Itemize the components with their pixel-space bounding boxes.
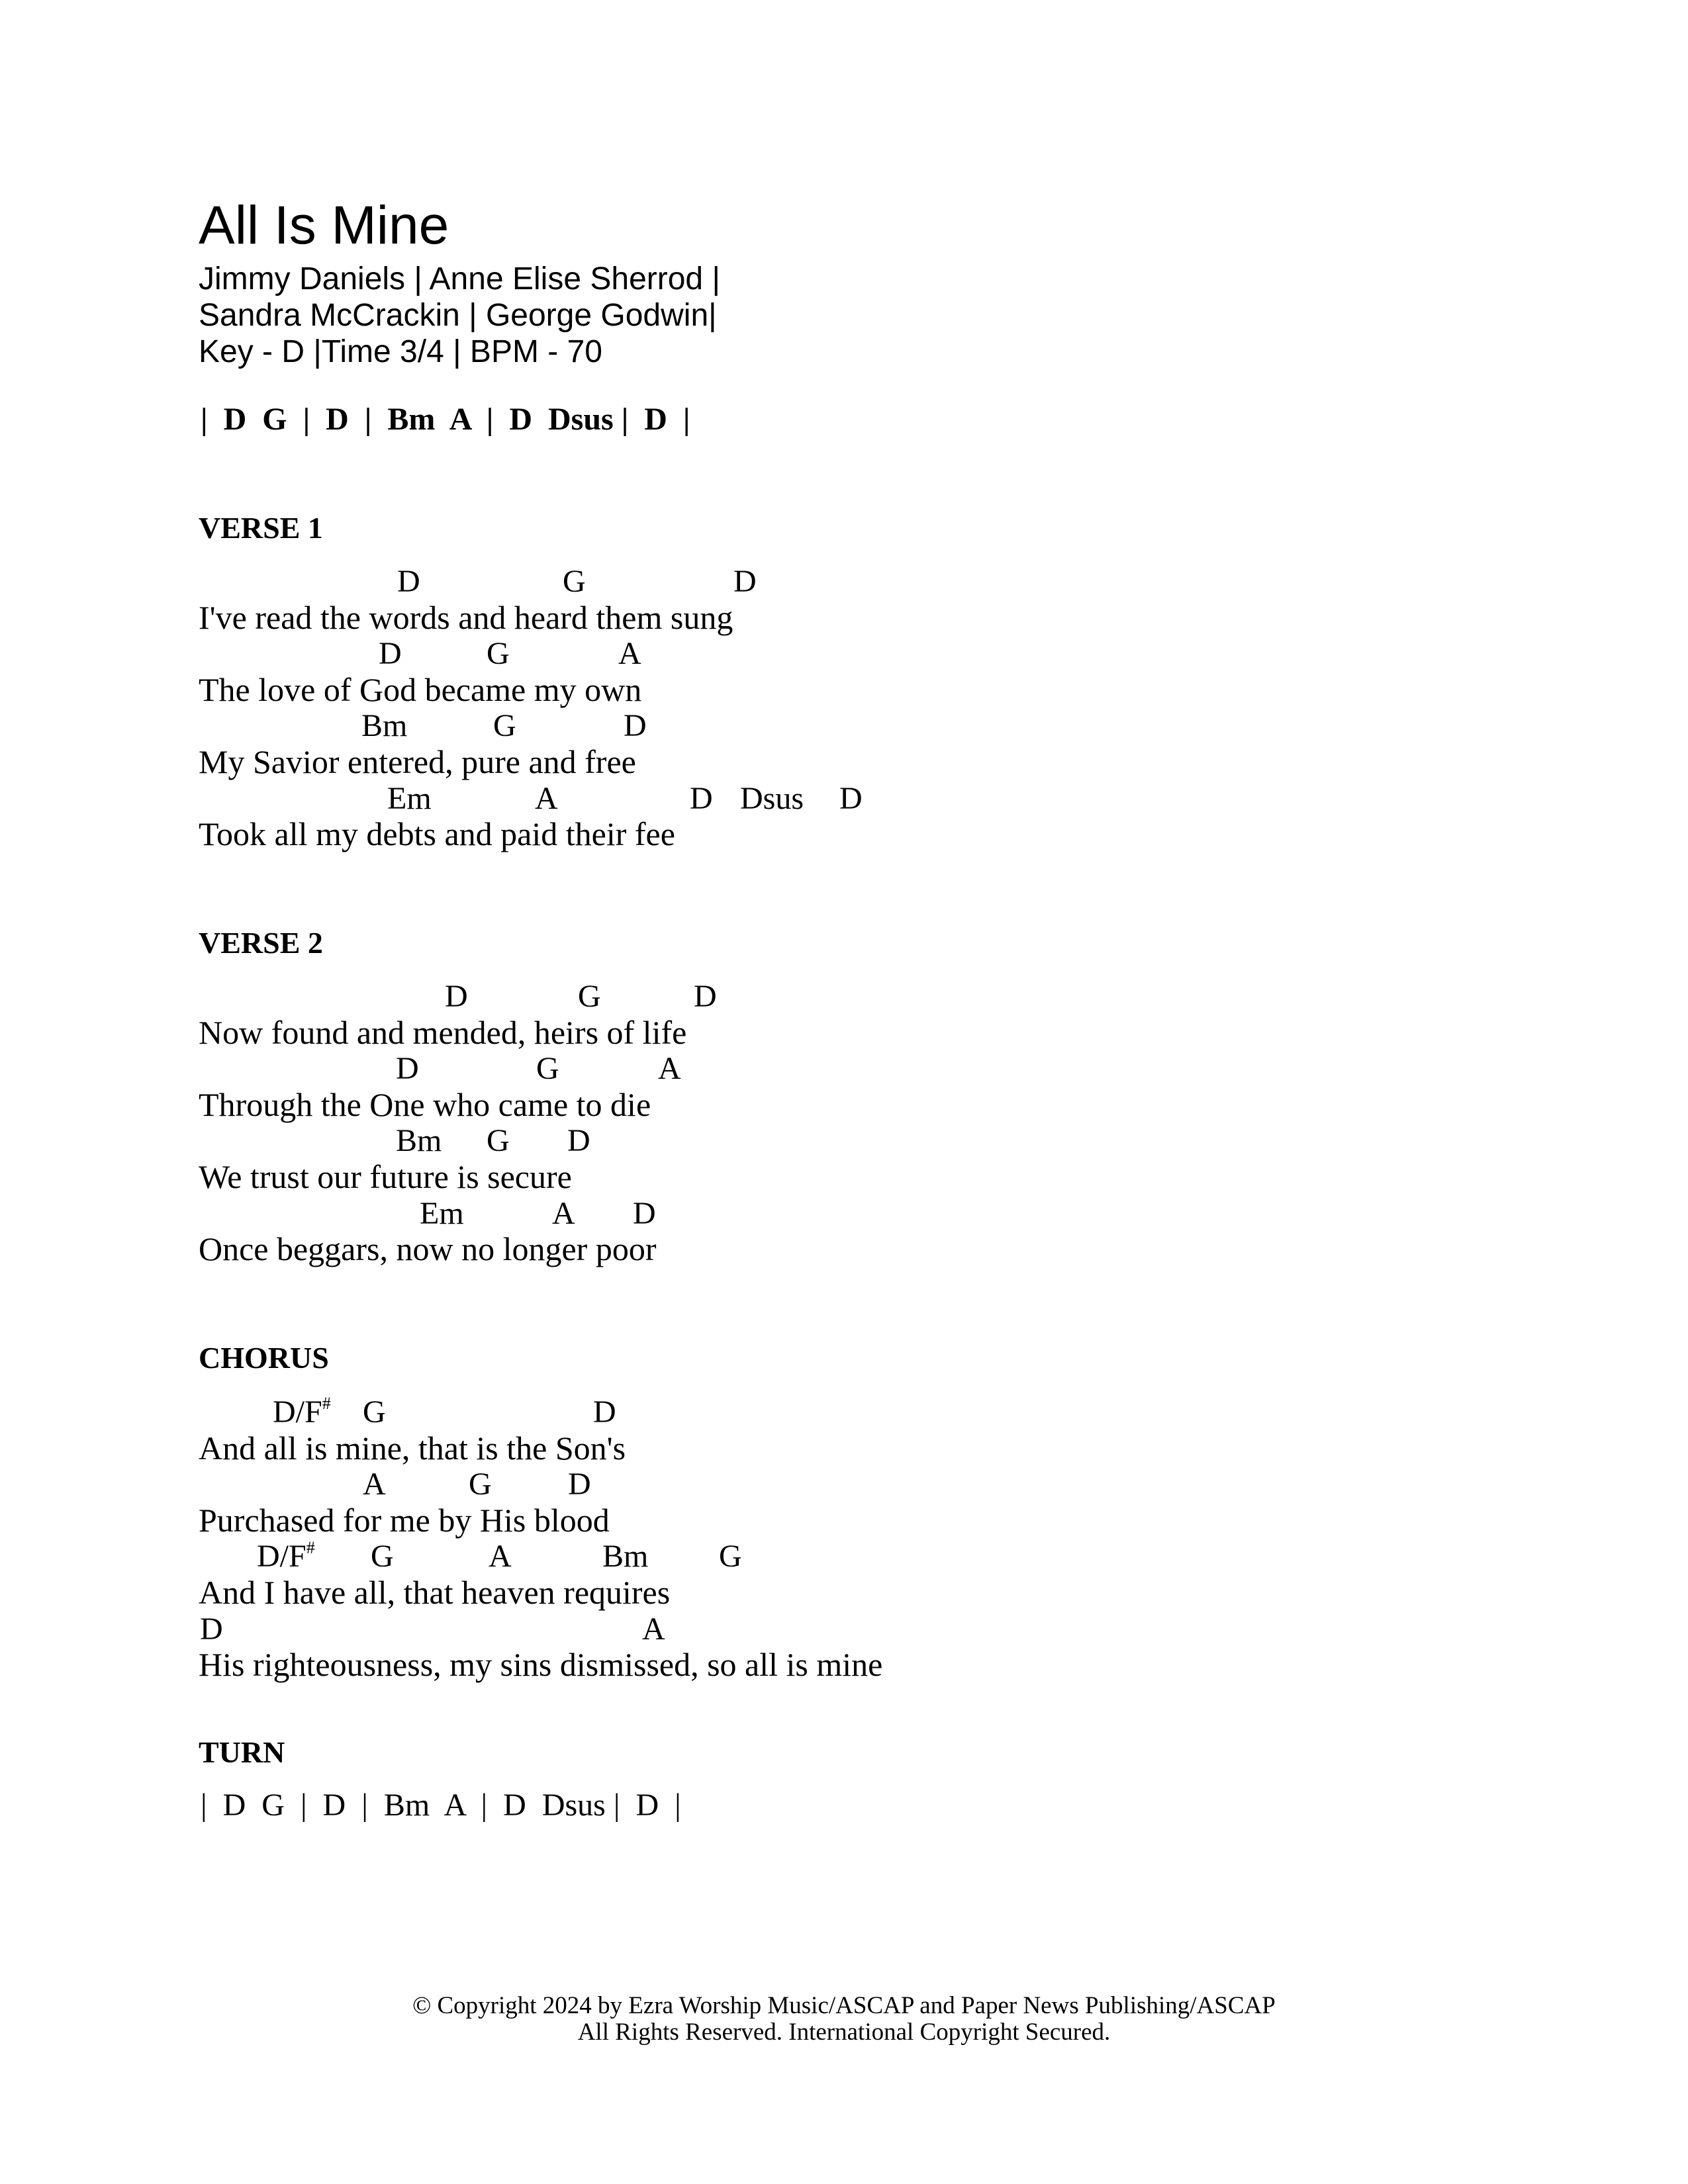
chord: D bbox=[694, 979, 717, 1014]
chord: G bbox=[563, 564, 586, 599]
lyric-line: And all is mine, that is the Son's bbox=[199, 1429, 626, 1467]
chord: D/F# bbox=[273, 1394, 331, 1430]
lyric-line: His righteousness, my sins dismissed, so all is mine bbox=[199, 1646, 883, 1684]
chord-line bbox=[0, 780, 1688, 817]
turn-chord-progression: | D G | D | Bm A | D Dsus | D | bbox=[201, 1788, 681, 1823]
chord: Bm bbox=[602, 1539, 649, 1574]
chord: D bbox=[839, 780, 863, 816]
lyric-line: And I have all, that heaven requires bbox=[199, 1574, 671, 1611]
copyright-notice: © Copyright 2024 by Ezra Worship Music/ASCAP and Paper News Publishing/ASCAP bbox=[412, 1992, 1276, 2019]
chord: A bbox=[642, 1611, 665, 1647]
chord: Dsus bbox=[740, 780, 804, 816]
chord-line bbox=[0, 638, 1688, 672]
chord-line bbox=[0, 710, 1688, 745]
song-key-time-bpm: Key - D |Time 3/4 | BPM - 70 bbox=[199, 334, 602, 369]
chord: G bbox=[719, 1539, 742, 1574]
intro-chord-progression: | D G | D | Bm A | D Dsus | D | bbox=[201, 402, 690, 437]
chord-line bbox=[0, 1469, 1688, 1503]
chord-line bbox=[0, 1195, 1688, 1232]
chord: D bbox=[568, 1467, 591, 1502]
chord: D bbox=[397, 564, 420, 599]
lyric-line: Took all my debts and paid their fee bbox=[199, 815, 675, 853]
chord-line bbox=[0, 1396, 1688, 1431]
song-writers-line-1: Jimmy Daniels | Anne Elise Sherrod | bbox=[199, 261, 720, 296]
chord-line bbox=[0, 566, 1688, 600]
lyric-line: Now found and mended, heirs of life bbox=[199, 1013, 687, 1051]
chord-line bbox=[0, 981, 1688, 1015]
chord-line bbox=[0, 1611, 1688, 1648]
song-writers-line-2: Sandra McCrackin | George Godwin| bbox=[199, 298, 717, 333]
sharp-symbol: # bbox=[306, 1538, 315, 1558]
chord: Em bbox=[420, 1195, 464, 1231]
chord: G bbox=[536, 1051, 559, 1087]
section-label-verse-2: VERSE 2 bbox=[199, 926, 323, 960]
chord: G bbox=[487, 1123, 510, 1159]
chord-line bbox=[0, 1125, 1688, 1160]
chord: D/F# bbox=[257, 1538, 315, 1574]
chord: G bbox=[493, 708, 516, 744]
chord-line bbox=[0, 1053, 1688, 1087]
chord: A bbox=[658, 1051, 681, 1087]
lyric-line: We trust our future is secure bbox=[199, 1158, 572, 1195]
chord: A bbox=[618, 636, 641, 672]
chord: Em bbox=[387, 780, 432, 816]
chord-line bbox=[0, 1538, 1688, 1575]
chord: G bbox=[363, 1394, 386, 1430]
chord: A bbox=[535, 780, 558, 816]
chord: G bbox=[371, 1539, 394, 1574]
chord: G bbox=[469, 1467, 492, 1502]
chord: D bbox=[379, 636, 402, 672]
chord: G bbox=[487, 636, 510, 672]
chord: D bbox=[690, 780, 713, 816]
chord: D bbox=[733, 564, 757, 599]
rights-notice: All Rights Reserved. International Copyright Secured. bbox=[577, 2019, 1111, 2046]
chord: D bbox=[396, 1051, 419, 1087]
lyric-line: I've read the words and heard them sung bbox=[199, 598, 733, 636]
lyric-line: Purchased for me by His blood bbox=[199, 1501, 610, 1539]
section-label-verse-1: VERSE 1 bbox=[199, 511, 323, 545]
chord: D bbox=[567, 1123, 590, 1159]
section-label-turn: TURN bbox=[199, 1735, 285, 1769]
song-title: All Is Mine bbox=[199, 195, 449, 255]
sharp-symbol: # bbox=[322, 1394, 331, 1413]
chord: D bbox=[200, 1611, 223, 1647]
chord: A bbox=[489, 1539, 512, 1574]
chord: A bbox=[552, 1195, 575, 1231]
chord: A bbox=[363, 1467, 386, 1502]
lyric-line: My Savior entered, pure and free bbox=[199, 743, 636, 780]
lyric-line: Once beggars, now no longer poor bbox=[199, 1230, 657, 1268]
section-label-chorus: CHORUS bbox=[199, 1341, 329, 1375]
lyric-line: The love of God became my own bbox=[199, 670, 642, 708]
chord: Bm bbox=[396, 1123, 442, 1159]
chord: D bbox=[633, 1195, 656, 1231]
chord: D bbox=[593, 1394, 616, 1430]
chord: G bbox=[578, 979, 601, 1014]
chord: Bm bbox=[361, 708, 408, 744]
lyric-line: Through the One who came to die bbox=[199, 1085, 651, 1123]
chord: D bbox=[445, 979, 468, 1014]
chord: D bbox=[624, 708, 647, 744]
